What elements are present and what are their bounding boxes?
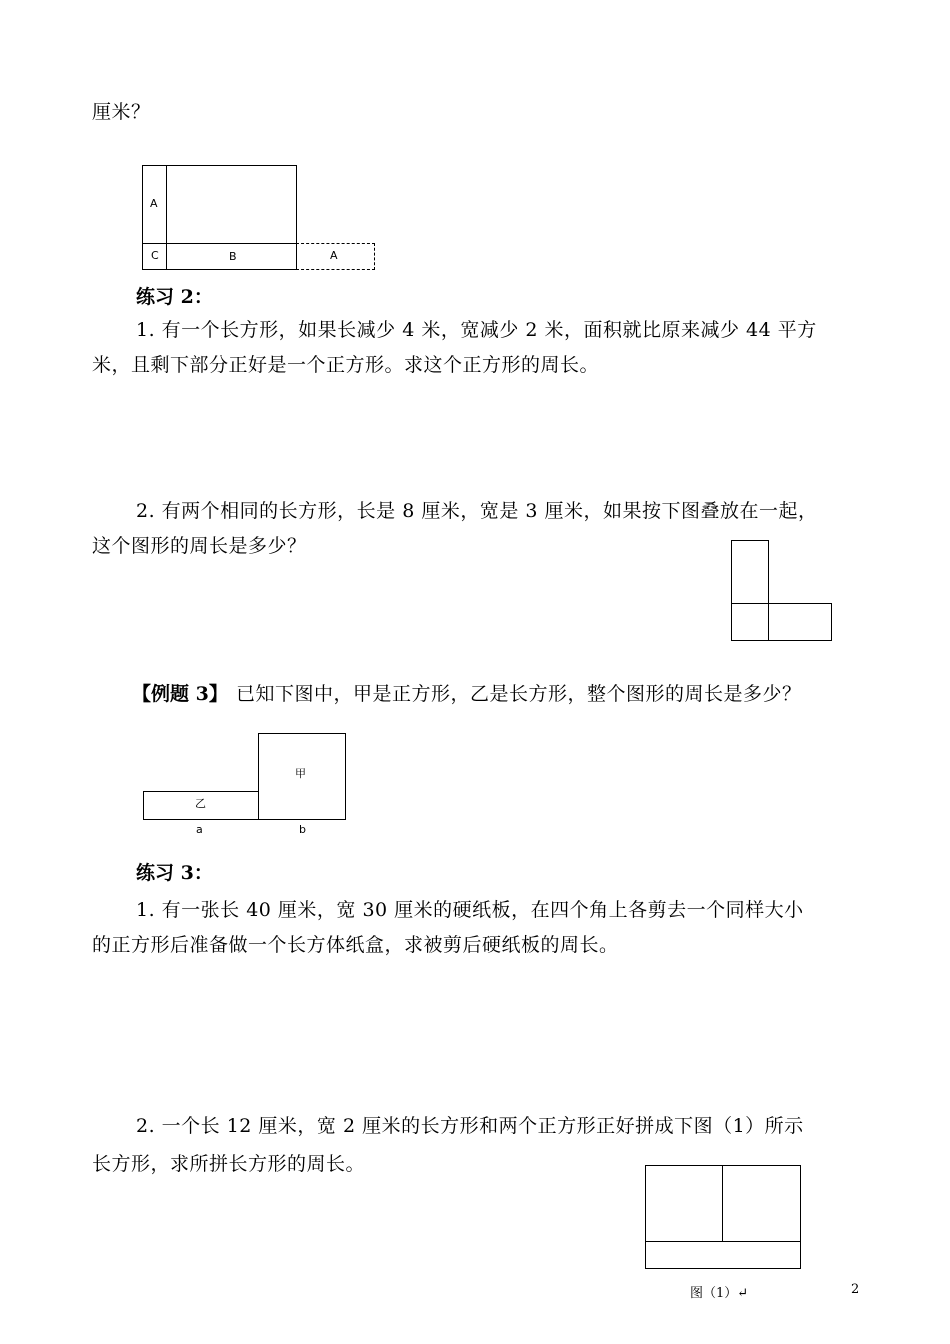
example3-text: 已知下图中，甲是正方形，乙是长方形，整个图形的周长是多少？: [236, 683, 802, 705]
practice3-heading: 练习 3：: [136, 862, 213, 884]
fig1-label-b: B: [229, 250, 237, 263]
fig1-divider-h: [142, 243, 297, 244]
fig1-label-a: A: [150, 197, 158, 210]
practice2-q2-line2: 这个图形的周长是多少？: [92, 535, 307, 557]
practice2-q1-line2: 米，且剩下部分正好是一个正方形。求这个正方形的周长。: [92, 354, 600, 376]
practice2-heading: 练习 2：: [136, 286, 213, 308]
figure-caption: 图（1）↵: [690, 1286, 749, 1301]
lshape-mask: [767, 604, 770, 640]
fig-strip-divider: [645, 1241, 801, 1242]
fig1-label-a2: A: [330, 249, 338, 262]
dim-a-label: a: [196, 823, 203, 836]
dim-b-label: b: [299, 823, 306, 836]
fig1-divider-v: [166, 165, 167, 270]
practice2-q1-line1: 1. 有一个长方形，如果长减少 4 米，宽减少 2 米，面积就比原来减少 44 平方: [136, 319, 817, 341]
practice3-q1-line1: 1. 有一张长 40 厘米，宽 30 厘米的硬纸板，在四个角上各剪去一个同样大小: [136, 899, 804, 921]
lshape-horizontal-rect: [731, 603, 832, 641]
jia-label: 甲: [295, 767, 306, 780]
fig-composite-rect: [645, 1165, 801, 1269]
practice2-q2-line1: 2. 有两个相同的长方形，长是 8 厘米，宽是 3 厘米，如果按下图叠放在一起，: [136, 500, 818, 522]
practice3-q1-line2: 的正方形后准备做一个长方体纸盒，求被剪后硬纸板的周长。: [92, 934, 619, 956]
example3-heading: 【例题 3】: [132, 683, 228, 705]
practice3-q2-line2: 长方形，求所拼长方形的周长。: [92, 1153, 366, 1175]
continued-text: 厘米？: [92, 101, 151, 123]
yi-label: 乙: [195, 797, 206, 810]
page-number: 2: [851, 1282, 860, 1297]
fig-square-divider: [722, 1165, 723, 1241]
practice3-q2-line1: 2. 一个长 12 厘米，宽 2 厘米的长方形和两个正方形正好拼成下图（1）所示: [136, 1115, 804, 1137]
fig1-label-c: C: [151, 249, 159, 262]
